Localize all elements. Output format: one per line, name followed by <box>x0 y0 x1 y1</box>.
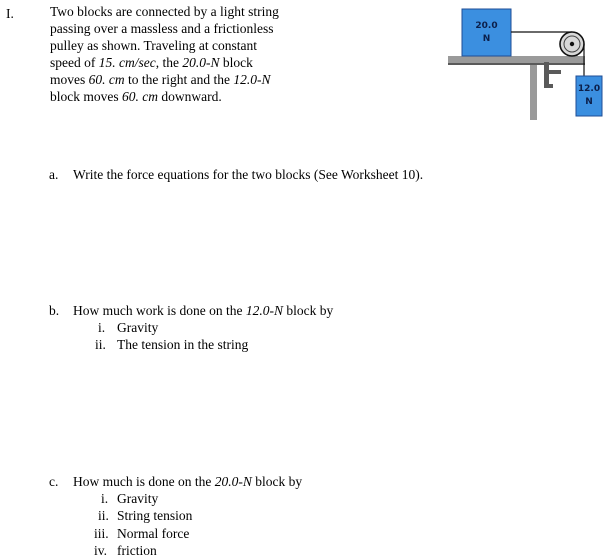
part-c-text <box>73 473 302 490</box>
intro-line <box>50 55 279 72</box>
intro-line <box>50 72 279 89</box>
italic-run: 20.0-N <box>214 474 252 489</box>
intro-line <box>50 38 279 55</box>
part-b-label: b. <box>49 303 60 318</box>
part-c-item-text: friction <box>117 543 157 558</box>
part-c-label: c. <box>49 474 59 489</box>
part-c-item-text: String tension <box>117 508 193 523</box>
clamp-post <box>544 62 549 84</box>
intro-line <box>50 21 279 38</box>
block-20n <box>462 9 511 56</box>
block-20n-label-2: N <box>482 34 491 44</box>
intro-line <box>50 89 279 106</box>
part-c-item-num: ii. <box>98 508 109 523</box>
part-a-label: a. <box>49 167 59 182</box>
text-run: Two blocks are connected by a light string <box>50 4 279 19</box>
text-run: block moves <box>50 88 122 104</box>
text-run: speed of <box>50 54 99 70</box>
part-b-text <box>73 302 333 319</box>
part-c-item-num: i. <box>101 491 109 506</box>
italic-run: 12.0-N <box>245 303 283 318</box>
part-c-item-num: iv. <box>94 543 107 558</box>
problem-number: I. <box>6 6 14 21</box>
block-12n-label-1: 12.0 <box>577 84 601 94</box>
text-run: block <box>219 54 253 70</box>
part-a-text: Write the force equations for the two blocks (See Worksheet 10). <box>73 167 424 182</box>
clamp-foot <box>544 84 553 88</box>
text-run: downward. <box>158 88 222 104</box>
text-run: moves <box>50 71 89 87</box>
pulley-diagram <box>440 0 614 134</box>
pulley-diagram-svg <box>440 0 614 130</box>
italic-run: 60. cm <box>88 71 125 87</box>
part-c-item-text: Normal force <box>117 526 190 541</box>
italic-run: 12.0-N <box>233 71 271 87</box>
italic-run: 15. cm/sec <box>98 54 156 70</box>
block-20n-label-1: 20.0 <box>475 21 498 31</box>
block-12n <box>576 76 602 116</box>
text-run: passing over a massless and a frictionless <box>50 20 274 36</box>
part-b-item-num: i. <box>98 320 106 335</box>
intro-line <box>50 4 279 21</box>
pulley-axle <box>570 42 574 46</box>
table-leg <box>530 65 537 120</box>
text-run: to the right and the <box>124 71 234 87</box>
italic-run: 60. cm <box>122 88 158 104</box>
part-b-item-num: ii. <box>95 337 106 352</box>
italic-run: 20.0-N <box>182 54 220 70</box>
text-run: How much is done on the <box>73 474 215 489</box>
text-run: pulley as shown. Traveling at constant <box>50 37 257 53</box>
part-c-item-text: Gravity <box>117 491 159 506</box>
part-c-item-num: iii. <box>94 526 109 541</box>
text-run: , the <box>155 54 183 70</box>
text-run: How much work is done on the <box>73 303 246 318</box>
tabletop-edge <box>448 63 585 65</box>
text-run: block by <box>251 474 303 489</box>
part-b-item-text: Gravity <box>117 320 159 335</box>
text-run: block by <box>282 303 334 318</box>
block-12n-label-2: N <box>585 97 593 107</box>
clamp-screw <box>549 70 561 74</box>
part-b-item-text: The tension in the string <box>117 337 249 352</box>
problem-intro <box>50 4 279 105</box>
